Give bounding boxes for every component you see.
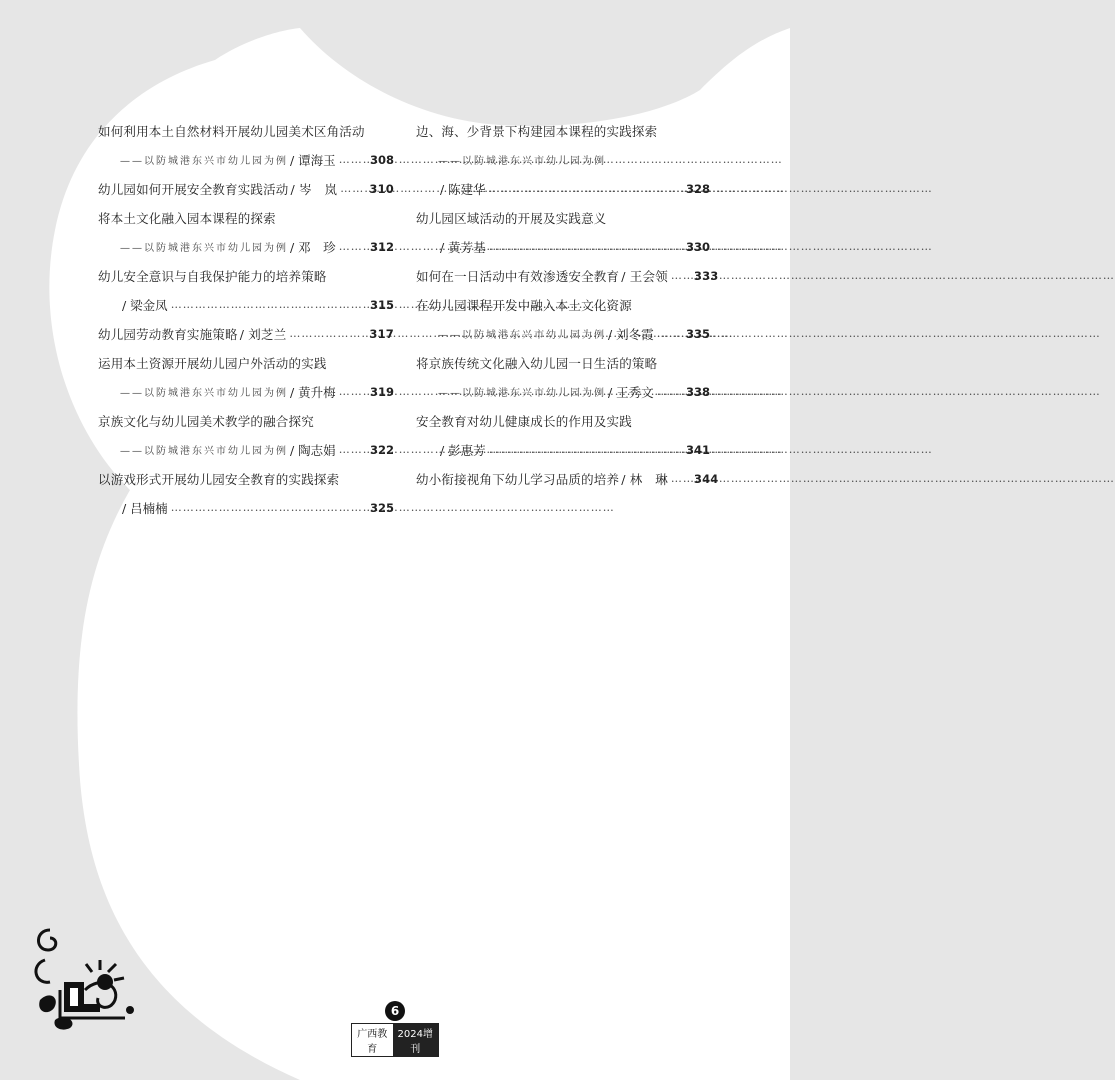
dot-leader xyxy=(339,153,367,166)
toc-entry-author: / 陶志娟 xyxy=(290,442,336,458)
toc-entry-page: 319 xyxy=(369,384,394,399)
toc-entry-title: 以游戏形式开展幼儿园安全教育的实践探索 xyxy=(98,471,340,487)
toc-entry xyxy=(98,493,394,522)
dot-leader xyxy=(671,472,691,485)
toc-entry xyxy=(98,290,394,319)
dot-leader xyxy=(171,298,367,311)
dot-leader xyxy=(339,443,367,456)
toc-entry-page: 322 xyxy=(369,442,394,457)
toc-entry-title: 幼儿园劳动教育实施策略 xyxy=(98,326,238,342)
toc-entry-subtitle: ——以防城港东兴市幼儿园为例 xyxy=(438,388,606,399)
toc-entry xyxy=(98,348,394,377)
toc-entry-title: 幼儿安全意识与自我保护能力的培养策略 xyxy=(98,268,327,284)
toc-entry xyxy=(416,261,719,290)
dot-leader xyxy=(489,240,683,253)
page-footer xyxy=(351,1000,439,1057)
toc-entry xyxy=(416,406,710,435)
magazine-issue: 2024增刊 xyxy=(393,1024,438,1056)
toc-entry-subtitle: ——以防城港东兴市幼儿园为例 xyxy=(438,330,606,341)
magazine-name: 广西教育 xyxy=(352,1024,393,1056)
toc-entry-author: / 彭惠芳 xyxy=(440,442,486,458)
toc-entry-title: 将本土文化融入园本课程的探索 xyxy=(98,210,276,226)
toc-entry-title: 幼儿园区域活动的开展及实践意义 xyxy=(416,210,607,226)
toc-entry-author: / 梁金凤 xyxy=(122,297,168,313)
toc-entry-subtitle: ——以防城港东兴市幼儿园为例 xyxy=(120,243,288,254)
toc-entry xyxy=(416,464,719,493)
toc-entry xyxy=(416,290,710,319)
toc-entry xyxy=(98,464,394,493)
toc-entry-author: / 谭海玉 xyxy=(290,152,336,168)
toc-entry xyxy=(416,348,710,377)
toc-entry-author: / 岑 岚 xyxy=(290,181,338,197)
toc-entry-subtitle: ——以防城港东兴市幼儿园为例 xyxy=(120,446,288,457)
page-number: 6 xyxy=(385,1001,405,1021)
toc-entry-page: 312 xyxy=(369,239,394,254)
toc-entry xyxy=(416,203,710,232)
magazine-label xyxy=(351,1023,439,1057)
toc-entry-title: 幼儿园如何开展安全教育实践活动 xyxy=(98,181,289,197)
dot-leader xyxy=(289,327,366,340)
toc-entry xyxy=(98,377,394,406)
toc-entry xyxy=(416,232,710,261)
toc-entry xyxy=(98,261,394,290)
toc-entry-author: / 吕楠楠 xyxy=(122,500,168,516)
toc-entry-author: / 林 琳 xyxy=(621,471,668,487)
toc-entry-page: 335 xyxy=(685,326,710,341)
toc-entry xyxy=(98,174,394,203)
toc-entry xyxy=(416,116,710,145)
toc-entry-page: 308 xyxy=(369,152,394,167)
toc-entry-author: / 刘芝兰 xyxy=(239,326,287,342)
toc-entry-page: 341 xyxy=(685,442,710,457)
toc-entry-page: 325 xyxy=(369,500,394,515)
dot-leader xyxy=(339,240,367,253)
toc-entry xyxy=(98,145,394,174)
toc-entry xyxy=(416,319,710,348)
dot-leader xyxy=(657,327,683,340)
toc-entry-author: / 黄芳基 xyxy=(440,239,486,255)
toc-entry-title: 幼小衔接视角下幼儿学习品质的培养 xyxy=(416,471,620,487)
toc-entry xyxy=(98,203,394,232)
toc-entry xyxy=(98,435,394,464)
toc-entry-title: 在幼儿园课程开发中融入本土文化资源 xyxy=(416,297,632,313)
toc-entry xyxy=(98,232,394,261)
toc-entry-page: 344 xyxy=(693,471,719,486)
toc-entry-title: 运用本土资源开展幼儿园户外活动的实践 xyxy=(98,355,327,371)
toc-entry-author: / 王会领 xyxy=(621,268,668,284)
dot-leader xyxy=(340,182,366,195)
toc-entry xyxy=(98,406,394,435)
toc-left-column xyxy=(98,116,394,522)
toc-entry xyxy=(416,435,710,464)
dot-leader xyxy=(171,501,367,514)
dot-leader xyxy=(489,182,683,195)
dot-leader xyxy=(671,269,691,282)
toc-entry-page: 330 xyxy=(685,239,710,254)
toc-entry-title: 京族文化与幼儿园美术教学的融合探究 xyxy=(98,413,314,429)
toc-entry-page: 333 xyxy=(693,268,719,283)
dot-leader xyxy=(489,443,683,456)
toc-entry-page: 328 xyxy=(685,181,710,196)
toc-entry-subtitle: ——以防城港东兴市幼儿园为例 xyxy=(120,156,288,167)
toc-entry xyxy=(416,145,710,174)
toc-entry xyxy=(98,116,394,145)
toc-entry-page: 317 xyxy=(369,326,394,341)
toc-entry-subtitle: ——以防城港东兴市幼儿园为例 xyxy=(438,156,606,167)
toc-entry-subtitle: ——以防城港东兴市幼儿园为例 xyxy=(120,388,288,399)
dot-leader xyxy=(657,385,683,398)
dot-leader xyxy=(339,385,367,398)
toc-entry-title: 如何在一日活动中有效渗透安全教育 xyxy=(416,268,620,284)
toc-entry-title: 边、海、少背景下构建园本课程的实践探索 xyxy=(416,123,658,139)
toc-entry xyxy=(98,319,394,348)
toc-entry-page: 338 xyxy=(685,384,710,399)
toc-right-column xyxy=(416,116,719,493)
toc-entry-author: / 黄升梅 xyxy=(290,384,336,400)
toc-entry-author: / 邓 珍 xyxy=(290,239,336,255)
toc-entry-author: / 陈建华 xyxy=(440,181,486,197)
toc-entry xyxy=(416,174,710,203)
toc-entry-title: 如何利用本土自然材料开展幼儿园美术区角活动 xyxy=(98,123,365,139)
toc-entry-author: / 王秀文 xyxy=(608,384,654,400)
toc-entry-title: 安全教育对幼儿健康成长的作用及实践 xyxy=(416,413,632,429)
toc-entry-page: 315 xyxy=(369,297,394,312)
toc-entry xyxy=(416,377,710,406)
toc-entry-author: / 刘冬霞 xyxy=(608,326,654,342)
corner-ornament-icon xyxy=(30,920,140,1030)
toc-entry-title: 将京族传统文化融入幼儿园一日生活的策略 xyxy=(416,355,658,371)
toc-entry-page: 310 xyxy=(369,181,394,196)
